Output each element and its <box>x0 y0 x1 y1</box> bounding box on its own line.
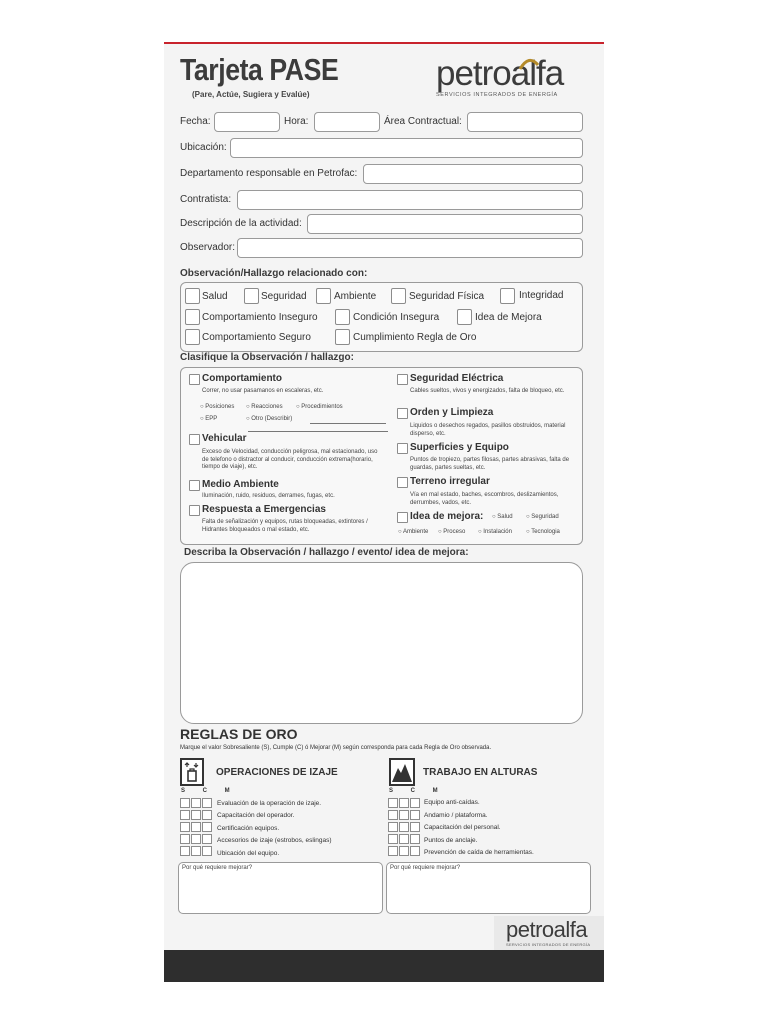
checkbox-superficies[interactable] <box>397 443 408 454</box>
cat-comportamiento-desc: Correr, no usar pasamanos en escaleras, etc. <box>202 388 324 394</box>
izaje-3-m[interactable] <box>202 822 212 832</box>
izaje-5-c[interactable] <box>191 846 201 856</box>
checkbox-salud[interactable] <box>185 288 200 304</box>
alturas-4-c[interactable] <box>399 834 409 844</box>
clasifique-heading: Clasifique la Observación / hallazgo: <box>180 352 354 363</box>
cat-respuesta-desc: Falta de señalización y equipos, rutas bloqueadas, extintores / Hidrantes bloqueados o mal estado, etc. <box>202 519 368 533</box>
checkbox-comportamiento-seguro[interactable] <box>185 329 200 345</box>
alturas-4-s[interactable] <box>388 834 398 844</box>
mountain-icon <box>391 760 413 784</box>
label-comportamiento-seguro: Comportamiento Seguro <box>202 332 311 343</box>
izaje-item-2: Capacitación del operador. <box>217 812 295 819</box>
radio-idea-seguridad-label: Seguridad <box>531 514 559 520</box>
izaje-item-3: Certificación equipos. <box>217 825 280 832</box>
radio-reacciones-label: Reacciones <box>251 404 283 410</box>
area-label: Área Contractual: <box>384 116 462 127</box>
radio-epp-label: EPP <box>205 416 218 422</box>
observador-label: Observador: <box>180 242 236 253</box>
izaje-4-c[interactable] <box>191 834 201 844</box>
otro-describir-line[interactable] <box>310 423 386 424</box>
izaje-item-1: Evaluación de la operación de izaje. <box>217 800 322 807</box>
radio-idea-instalacion[interactable]: ○ Instalación <box>478 529 512 535</box>
top-red-line <box>164 42 604 44</box>
label-salud: Salud <box>202 291 228 302</box>
izaje-1-c[interactable] <box>191 798 201 808</box>
radio-idea-proceso-label: Proceso <box>443 529 466 535</box>
describa-textarea[interactable] <box>180 562 583 724</box>
label-ambiente: Ambiente <box>334 291 377 302</box>
card-subtitle: (Pare, Actúe, Sugiera y Evalúe) <box>192 90 310 99</box>
checkbox-comportamiento-inseguro[interactable] <box>185 309 200 325</box>
alturas-4-m[interactable] <box>410 834 420 844</box>
checkbox-idea-de-mejora[interactable] <box>397 512 408 523</box>
izaje-scm-header: S C M <box>181 788 238 794</box>
izaje-item-5: Ubicación del equipo. <box>217 850 280 857</box>
radio-reacciones[interactable]: ○ Reacciones <box>246 404 283 410</box>
cat-superficies-desc: Puntos de tropiezo, partes filosas, partes abrasivas, falta de guardas, partes sueltas, etc. <box>410 457 570 471</box>
ubicacion-label: Ubicación: <box>180 142 227 153</box>
izaje-item-4: Accesorios de izaje (estrobos, eslingas) <box>217 837 332 844</box>
logo-tagline: SERVICIOS INTEGRADOS DE ENERGÍA <box>436 92 558 98</box>
alturas-icon <box>389 758 415 786</box>
radio-idea-salud-label: Salud <box>497 514 513 520</box>
radio-idea-seguridad[interactable]: ○ Seguridad <box>526 514 559 520</box>
alturas-5-s[interactable] <box>388 846 398 856</box>
alturas-2-c[interactable] <box>399 810 409 820</box>
logo-arc-icon <box>518 56 540 70</box>
alturas-2-m[interactable] <box>410 810 420 820</box>
reglas-heading: REGLAS DE ORO <box>180 726 298 742</box>
fecha-label: Fecha: <box>180 116 211 127</box>
radio-idea-proceso[interactable]: ○ Proceso <box>438 529 466 535</box>
checkbox-regla-oro[interactable] <box>335 329 350 345</box>
radio-posiciones-label: Posiciones <box>205 404 235 410</box>
izaje-why-box[interactable] <box>178 862 383 914</box>
label-idea-mejora: Idea de Mejora <box>475 312 542 323</box>
izaje-1-m[interactable] <box>202 798 212 808</box>
alturas-5-m[interactable] <box>410 846 420 856</box>
cat-terreno-title: Terreno irregular <box>410 476 490 487</box>
alturas-1-s[interactable] <box>388 798 398 808</box>
radio-idea-ambiente-label: Ambiente <box>402 529 429 535</box>
footer-logo-wordmark: petroalfa <box>506 917 588 942</box>
cat-terreno-desc: Vía en mal estado, baches, escombros, deslizamientos, derrumbes, vados, etc. <box>410 492 559 506</box>
izaje-5-s[interactable] <box>180 846 190 856</box>
alturas-3-c[interactable] <box>399 822 409 832</box>
departamento-input[interactable] <box>363 164 583 184</box>
izaje-3-c[interactable] <box>191 822 201 832</box>
alturas-3-m[interactable] <box>410 822 420 832</box>
izaje-4-s[interactable] <box>180 834 190 844</box>
cat-medio-ambiente-title: Medio Ambiente <box>202 479 279 490</box>
cat-idea-title: Idea de mejora: <box>410 511 484 522</box>
label-regla-oro: Cumplimiento Regla de Oro <box>353 332 477 343</box>
departamento-label: Departamento responsable en Petrofac: <box>180 168 358 179</box>
descripcion-label: Descripción de la actividad: <box>180 218 302 229</box>
alturas-why-box[interactable] <box>386 862 591 914</box>
izaje-3-s[interactable] <box>180 822 190 832</box>
cat-seguridad-electrica-desc: Cables sueltos, vivos y energizados, falta de bloqueo, etc. <box>410 388 565 394</box>
fecha-input[interactable] <box>214 112 280 132</box>
izaje-5-m[interactable] <box>202 846 212 856</box>
hora-input[interactable] <box>314 112 380 132</box>
cat-comportamiento-title: Comportamiento <box>202 373 282 384</box>
descripcion-input[interactable] <box>307 214 583 234</box>
radio-idea-tecnologia[interactable]: ○ Tecnologia <box>526 529 560 535</box>
cat-respuesta-title: Respuesta a Emergencias <box>202 504 326 515</box>
footer-logo-tagline: SERVICIOS INTEGRADOS DE ENERGÍA <box>506 942 591 947</box>
contratista-input[interactable] <box>237 190 583 210</box>
checkbox-condicion-insegura[interactable] <box>335 309 350 325</box>
alturas-item-1: Equipo anti-caídas. <box>424 799 480 806</box>
izaje-1-s[interactable] <box>180 798 190 808</box>
checkbox-seguridad-fisica[interactable] <box>391 288 406 304</box>
observador-input[interactable] <box>237 238 583 258</box>
izaje-4-m[interactable] <box>202 834 212 844</box>
radio-otro-label: Otro (Describir) <box>251 416 293 422</box>
contratista-label: Contratista: <box>180 194 232 205</box>
checkbox-orden-limpieza[interactable] <box>397 408 408 419</box>
izaje-2-s[interactable] <box>180 810 190 820</box>
cat-orden-desc: Liquidos o desechos regados, pasillos obstruidos, material disperso, etc. <box>410 423 566 437</box>
izaje-title: OPERACIONES DE IZAJE <box>216 767 338 778</box>
footer-logo <box>506 918 590 947</box>
cat-medio-ambiente-desc: Iluminación, ruido, residuos, derrames, fugas, etc. <box>202 493 335 499</box>
pase-card <box>164 42 604 982</box>
checkbox-seguridad[interactable] <box>244 288 259 304</box>
alturas-scm-header: S C M <box>389 788 446 794</box>
hook-load-icon <box>182 760 202 784</box>
alturas-1-m[interactable] <box>410 798 420 808</box>
label-condicion-insegura: Condición Insegura <box>353 312 440 323</box>
label-comportamiento-inseguro: Comportamiento Inseguro <box>202 312 318 323</box>
radio-posiciones[interactable]: ○ Posiciones <box>200 404 235 410</box>
otro-describir-line-2[interactable] <box>248 431 388 432</box>
checkbox-vehicular[interactable] <box>189 434 200 445</box>
label-integridad: Integridad <box>519 290 564 301</box>
checkbox-integridad[interactable] <box>500 288 515 304</box>
alturas-item-2: Andamio / plataforma. <box>424 812 488 819</box>
izaje-2-m[interactable] <box>202 810 212 820</box>
cat-seguridad-electrica-title: Seguridad Eléctrica <box>410 373 504 384</box>
alturas-3-s[interactable] <box>388 822 398 832</box>
footer-bar <box>164 950 604 982</box>
alturas-5-c[interactable] <box>399 846 409 856</box>
alturas-item-3: Capacitación del personal. <box>424 824 501 831</box>
izaje-2-c[interactable] <box>191 810 201 820</box>
alturas-item-5: Prevención de caída de herramientas. <box>424 849 534 856</box>
radio-idea-tecnologia-label: Tecnologia <box>531 529 560 535</box>
cat-vehicular-title: Vehicular <box>202 433 247 444</box>
radio-idea-ambiente[interactable]: ○ Ambiente <box>398 529 429 535</box>
card-title: Tarjeta PASE <box>180 52 339 87</box>
radio-idea-salud[interactable]: ○ Salud <box>492 514 513 520</box>
checkbox-seguridad-electrica[interactable] <box>397 374 408 385</box>
logo-wordmark: petroalfa <box>436 54 564 93</box>
radio-epp[interactable]: ○ EPP <box>200 416 218 422</box>
radio-procedimientos[interactable]: ○ Procedimientos <box>296 404 343 410</box>
checkbox-comportamiento[interactable] <box>189 374 200 385</box>
checkbox-terreno[interactable] <box>397 477 408 488</box>
radio-otro[interactable]: ○ Otro (Describir) <box>246 416 293 422</box>
alturas-title: TRABAJO EN ALTURAS <box>423 767 538 778</box>
petroalfa-logo <box>436 56 586 102</box>
relacion-heading: Observación/Hallazgo relacionado con: <box>180 268 368 279</box>
ubicacion-input[interactable] <box>230 138 583 158</box>
alturas-item-4: Puntos de anclaje. <box>424 837 478 844</box>
checkbox-idea-mejora[interactable] <box>457 309 472 325</box>
describa-heading: Describa la Observación / hallazgo / evento/ idea de mejora: <box>184 547 469 558</box>
area-input[interactable] <box>467 112 583 132</box>
radio-procedimientos-label: Procedimientos <box>301 404 343 410</box>
hora-label: Hora: <box>284 116 309 127</box>
label-seguridad: Seguridad <box>261 291 307 302</box>
radio-idea-instalacion-label: Instalación <box>483 529 512 535</box>
checkbox-respuesta-emergencias[interactable] <box>189 505 200 516</box>
alturas-2-s[interactable] <box>388 810 398 820</box>
reglas-instructions: Marque el valor Sobresaliente (S), Cumple (C) ó Mejorar (M) según corresponda para cada Regla de Oro observada. <box>180 745 492 751</box>
izaje-why-label: Por qué requiere mejorar? <box>182 865 253 871</box>
cat-orden-title: Orden y Limpieza <box>410 407 494 418</box>
alturas-why-label: Por qué requiere mejorar? <box>390 865 461 871</box>
cat-superficies-title: Superficies y Equipo <box>410 442 509 453</box>
alturas-1-c[interactable] <box>399 798 409 808</box>
checkbox-ambiente[interactable] <box>316 288 331 304</box>
label-seguridad-fisica: Seguridad Física <box>409 291 485 302</box>
checkbox-medio-ambiente[interactable] <box>189 480 200 491</box>
izaje-icon <box>180 758 204 786</box>
cat-vehicular-desc: Exceso de Velocidad, conducción peligrosa, mal estacionado, uso de telefono o distractor al conducir, conducción extrema(horario, tiempo de viaje), etc. <box>202 449 378 470</box>
